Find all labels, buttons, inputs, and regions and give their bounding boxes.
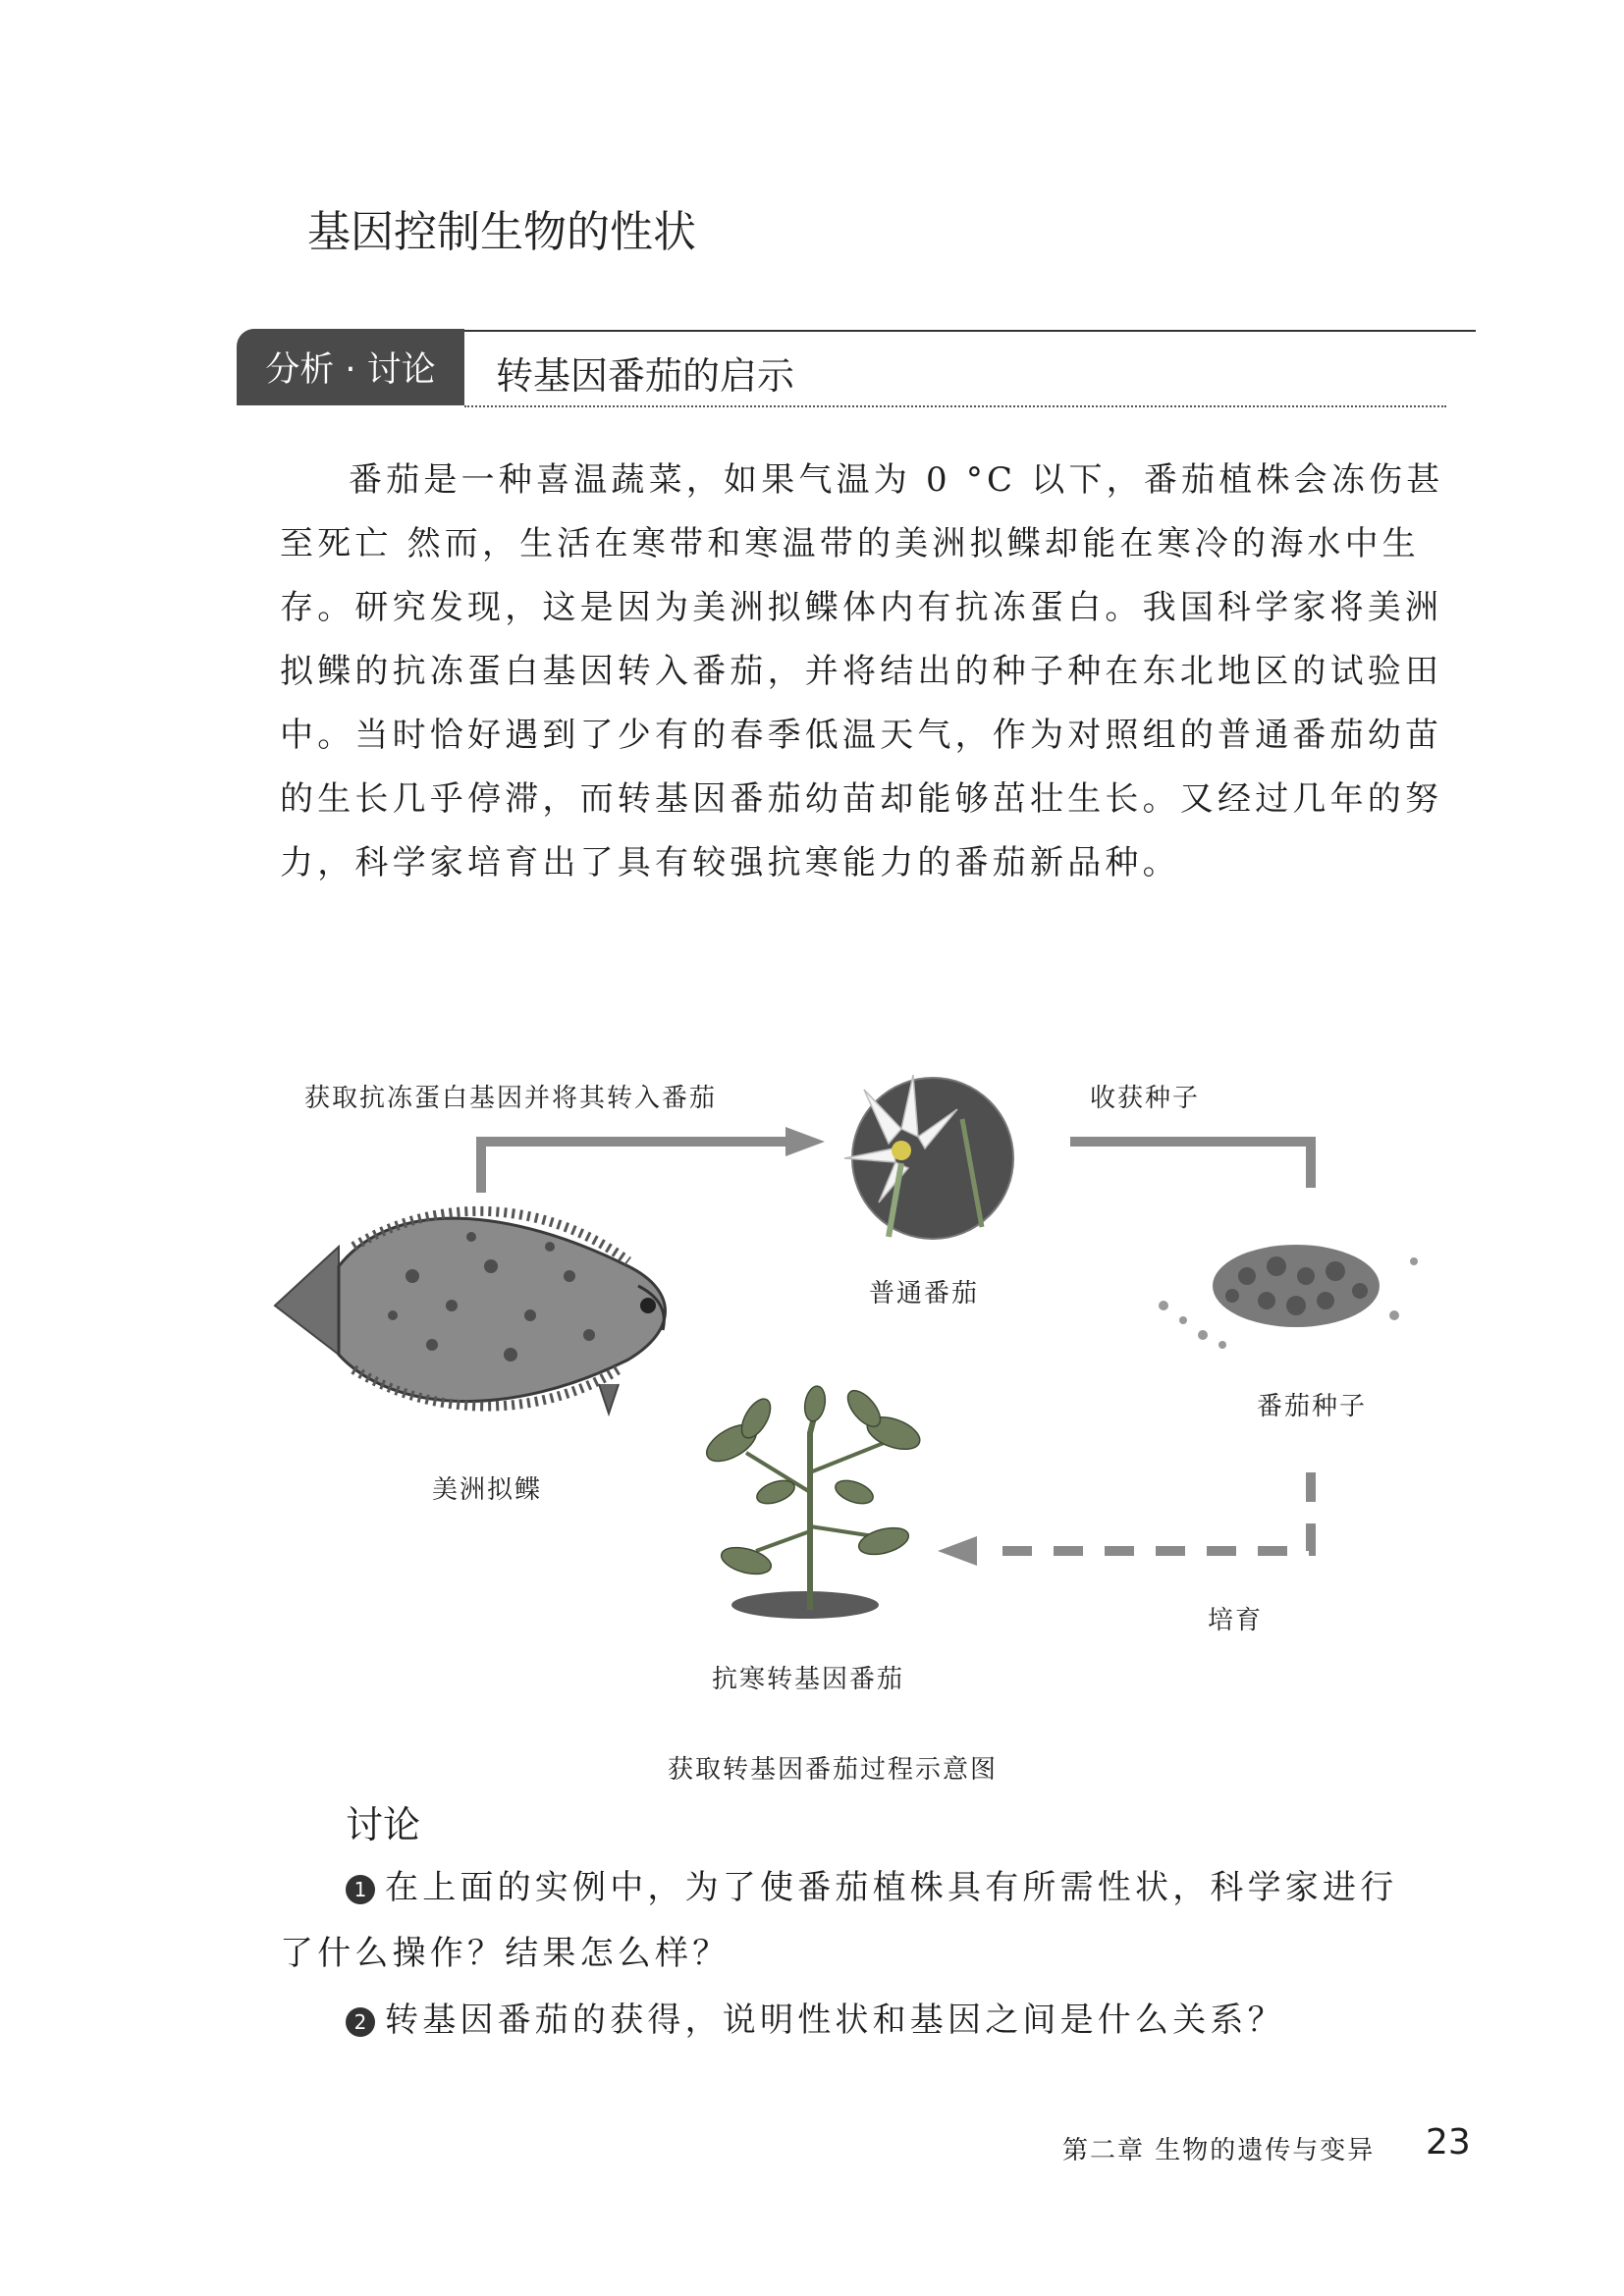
paragraph-line: 存。研究发现，这是因为美洲拟鲽体内有抗冻蛋白。我国科学家将美洲 <box>280 588 1443 627</box>
arrow-gene-transfer <box>481 1127 825 1188</box>
paragraph-line: 中。当时恰好遇到了少有的春季低温天气，作为对照组的普通番茄幼苗 <box>280 716 1443 755</box>
discussion-heading: 讨论 <box>346 1803 421 1846</box>
tomato-seeds-image <box>1159 1245 1418 1349</box>
paragraph-line: 拟鲽的抗冻蛋白基因转入番茄，并将结出的种子种在东北地区的试验田 <box>280 652 1443 691</box>
box-title: 转基因番茄的启示 <box>496 354 795 398</box>
question-1-line-2: 了什么操作？结果怎么样？ <box>280 1934 731 1973</box>
footer-chapter: 第二章 生物的遗传与变异 <box>1062 2136 1376 2165</box>
paragraph-line: 力，科学家培育出了具有较强抗寒能力的番茄新品种。 <box>280 843 1180 882</box>
transgenic-tomato-plant-image <box>701 1385 924 1619</box>
label-harvest-seeds: 收获种子 <box>1090 1084 1201 1113</box>
figure-caption: 获取转基因番茄过程示意图 <box>668 1755 999 1785</box>
arrow-cultivate <box>982 1472 1311 1551</box>
section-title: 基因控制生物的性状 <box>307 207 696 257</box>
analysis-tag: 分析 · 讨论 <box>237 329 464 405</box>
label-gene-transfer: 获取抗冻蛋白基因并将其转入番茄 <box>304 1084 718 1113</box>
paragraph-line: 至死亡 然而，生活在寒带和寒温带的美洲拟鲽却能在寒冷的海水中生 <box>280 524 1421 563</box>
page-number: 23 <box>1426 2122 1471 2163</box>
arrow-cultivate-head <box>938 1536 977 1566</box>
question-1-line-1 <box>346 1860 1397 1908</box>
label-transgenic-tomato: 抗寒转基因番茄 <box>712 1665 905 1694</box>
tomato-flower-image <box>844 1075 1013 1239</box>
question-2-text: 转基因番茄的获得，说明性状和基因之间是什么关系？ <box>385 2001 1285 2040</box>
label-tomato-seeds: 番茄种子 <box>1257 1392 1368 1421</box>
question-1-number: 1 <box>346 1875 375 1904</box>
question-2-number: 2 <box>346 2007 375 2037</box>
label-flounder: 美洲拟鲽 <box>432 1475 543 1505</box>
label-normal-tomato: 普通番茄 <box>869 1279 980 1308</box>
question-2-line-1 <box>346 1993 1285 2041</box>
flounder-fish-image <box>275 1211 666 1414</box>
label-cultivate: 培育 <box>1208 1606 1264 1635</box>
arrow-harvest-seeds <box>1070 1142 1311 1188</box>
paragraph-line: 番茄是一种喜温蔬菜，如果气温为 0 °C 以下，番茄植株会冻伤甚 <box>349 460 1444 500</box>
question-1-text: 在上面的实例中，为了使番茄植株具有所需性状，科学家进行 <box>385 1868 1398 1907</box>
paragraph-line: 的生长几乎停滞，而转基因番茄幼苗却能够茁壮生长。又经过几年的努 <box>280 779 1443 819</box>
